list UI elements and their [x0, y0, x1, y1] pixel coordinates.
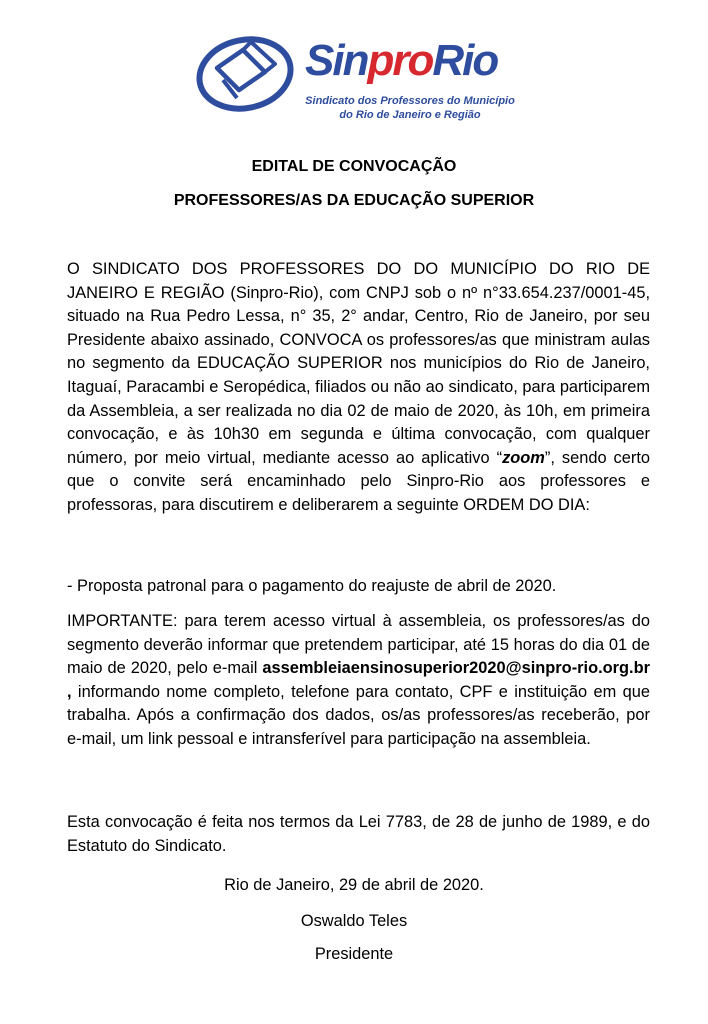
document-title: EDITAL DE CONVOCAÇÃO [251, 158, 457, 175]
logo-word-pro: pro [367, 36, 433, 85]
sinpro-rio-logo [193, 28, 523, 128]
important-text-part1: IMPORTANTE: para terem acesso virtual à assembleia, os professores/as do segmento deverão informar que pretendem participar, até 15 horas do dia 01 de maio de 2020, pelo e-mail [67, 612, 650, 678]
place-and-date: Rio de Janeiro, 29 de abril de 2020. [224, 876, 484, 894]
legal-basis-paragraph: Esta convocação é feita nos termos da Lei 7783, de 28 de junho de 1989, e do Estatuto do Sindicato. [67, 813, 650, 855]
logo-subtitle [305, 94, 515, 122]
signatory-name: Oswaldo Teles [300, 912, 408, 930]
convocation-paragraph [67, 258, 650, 518]
document-subtitle: PROFESSORES/AS DA EDUCAÇÃO SUPERIOR [173, 192, 535, 209]
registration-email: assembleiaensinosuperior2020@sinpro-rio.org.br , [67, 659, 650, 701]
convocation-text-part1: O SINDICATO DOS PROFESSORES DO DO MUNICÍPIO DO RIO DE JANEIRO E REGIÃO (Sinpro-Rio), com CNPJ sob o nº n°33.654.237/0001-45, situado na Rua Pedro Lessa, n° 35, 2° andar, Centro, Rio de Janeiro, por seu Presidente abaixo assinado, CONVOCA os professores/as que ministram aulas no segmento da EDUCAÇÃO SUPERIOR nos municípios do Rio de Janeiro, Itaguaí, Paracambi e Seropédica, filiados ou não ao sindicato, para participarem da Assembleia, a ser realizada no dia 02 de maio de 2020, às 10h, em primeira convocação, e às 10h30 em segunda e última convocação, com qualquer número, por meio virtual, mediante acesso ao aplicativo “ [67, 260, 650, 467]
logo-word-sin: Sin [305, 36, 368, 85]
agenda-item: - Proposta patronal para o pagamento do reajuste de abril de 2020. [67, 577, 557, 595]
convocation-text-part2: ”, sendo certo que o convite será encaminhado pelo Sinpro-Rio aos professores e professoras, para discutirem e deliberarem a seguinte ORDEM DO DIA: [67, 448, 651, 514]
open-book-globe-icon [193, 28, 303, 128]
logo-subtitle-line2: do Rio de Janeiro e Região [339, 109, 481, 121]
logo-subtitle-line1: Sindicato dos Professores do Município [305, 95, 515, 107]
important-paragraph [67, 610, 650, 752]
logo-word-rio: Rio [432, 36, 498, 85]
logo-wordmark [305, 36, 497, 86]
signatory-role: Presidente [314, 945, 394, 963]
app-name: zoom [502, 448, 545, 467]
important-text-part2: informando nome completo, telefone para contato, CPF e instituição em que trabalha. Após a confirmação dos dados, os/as professores/as receberão, por e-mail, um link pessoal e intransferível para participação na assembleia. [67, 682, 650, 748]
